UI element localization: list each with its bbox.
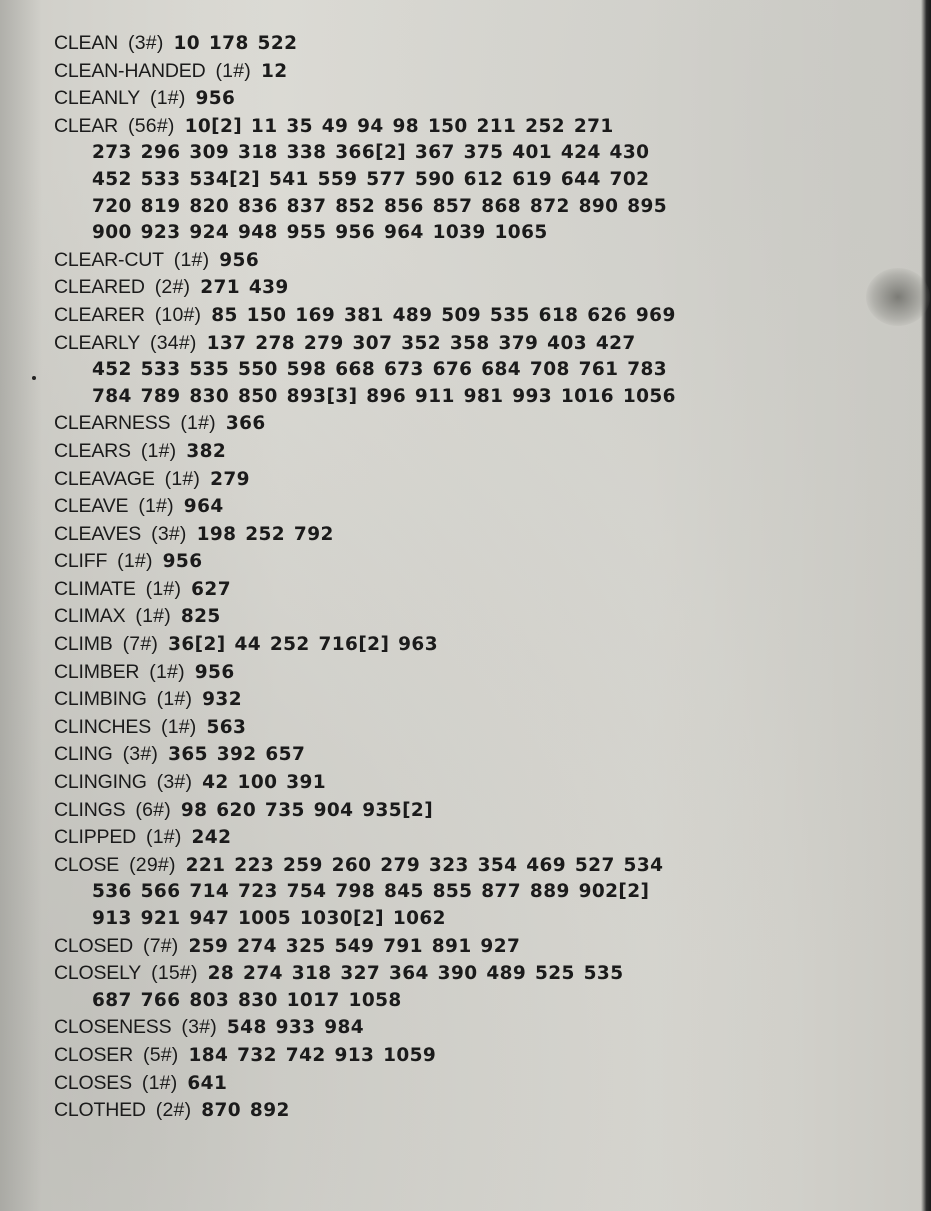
concordance-index-list [54,30,874,1125]
entry-word: CLEAN [54,32,119,54]
entry-page-refs: 932 [202,689,242,711]
entry-count: (1#) [135,605,171,628]
index-entry [54,85,874,113]
entry-word: CLEARLY [54,331,141,354]
index-entry [54,1070,874,1098]
entry-count: (1#) [146,826,182,849]
entry-page-refs: 10[2] 11 35 49 94 98 150 211 252 271 [184,115,614,137]
entry-word: CLEAR [54,114,119,137]
entry-count: (29#) [129,853,176,876]
index-entry [54,410,874,438]
entry-count: (3#) [156,771,193,794]
entry-word: CLEARED [54,276,145,299]
entry-word: CLOSES [54,1071,132,1094]
entry-count: (3#) [128,32,164,54]
index-entry [54,521,874,549]
entry-page-refs: 641 [187,1072,228,1094]
entry-page-refs: 956 [194,661,235,683]
entry-count: (1#) [149,660,185,683]
entry-page-refs: 271 439 [200,277,289,299]
entry-word: CLEARNESS [54,412,171,435]
index-entry [54,576,874,604]
index-entry [54,714,874,742]
entry-word: CLEAVES [54,522,142,545]
entry-page-refs: 221 223 259 260 279 323 354 469 527 534 [185,854,664,876]
entry-word: CLEAN-HANDED [54,59,206,82]
entry-page-refs: 366 [225,413,266,435]
entry-word: CLEARER [54,303,145,326]
entry-count: (1#) [150,87,186,110]
entry-count: (10#) [154,303,202,326]
entry-word: CLEANLY [54,87,141,110]
entry-page-refs: 98 620 735 904 935[2] [180,799,434,821]
page-gutter-shadow [0,0,42,1211]
entry-page-refs-continued: 452 533 534[2] 541 559 577 590 612 619 644 702 [92,168,650,190]
index-entry [54,113,874,247]
entry-word: CLEAVE [54,495,129,518]
index-entry [54,741,874,769]
entry-page-refs: 259 274 325 549 791 891 927 [188,935,521,957]
entry-page-refs: 956 [162,551,203,573]
entry-word: CLEAVAGE [54,467,155,490]
entry-count: (3#) [151,522,187,545]
entry-page-refs: 870 892 [201,1100,290,1122]
entry-word: CLOSER [54,1043,133,1066]
entry-count: (1#) [215,59,251,82]
entry-page-refs: 548 933 984 [226,1017,365,1039]
entry-page-refs: 563 [206,716,247,738]
entry-page-refs: 85 150 169 381 489 509 535 618 626 969 [211,304,676,326]
index-entry [54,274,874,302]
entry-count: (1#) [145,577,182,600]
entry-word: CLINGS [54,798,126,821]
entry-count: (1#) [141,1071,178,1094]
entry-word: CLEAR-CUT [54,248,164,271]
index-entry [54,797,874,825]
entry-word: CLINCHES [54,715,152,738]
entry-page-refs-continued: 536 566 714 723 754 798 845 855 877 889 902[2] [92,881,650,903]
entry-page-refs: 382 [186,440,227,462]
index-entry [54,659,874,687]
entry-word: CLIFF [54,550,108,573]
entry-count: (1#) [164,467,201,490]
entry-word: CLIMAX [54,605,126,628]
index-entry [54,302,874,330]
entry-count: (1#) [161,715,197,738]
entry-word: CLOSELY [54,962,142,985]
index-entry [54,1097,874,1125]
index-entry [54,1042,874,1070]
entry-count: (3#) [122,743,159,766]
index-entry [54,30,874,58]
entry-page-refs: 36[2] 44 252 716[2] 963 [168,634,438,656]
entry-page-refs-continued: 720 819 820 836 837 852 856 857 868 872 890 895 [92,195,668,217]
index-entry [54,1014,874,1042]
entry-count: (56#) [128,114,175,137]
entry-count: (1#) [140,439,177,462]
entry-word: CLOSE [54,853,120,876]
index-entry [54,247,874,275]
entry-count: (7#) [143,934,179,957]
entry-word: CLIMATE [54,577,136,600]
entry-page-refs: 956 [219,249,260,271]
index-entry [54,933,874,961]
entry-page-refs: 825 [180,606,221,628]
entry-word: CLIMBER [54,660,140,683]
index-entry [54,493,874,521]
index-entry [54,686,874,714]
entry-count: (1#) [180,412,216,435]
entry-count: (1#) [117,550,153,573]
entry-count: (7#) [122,633,159,656]
index-entry [54,58,874,86]
entry-word: CLINGING [54,771,147,794]
entry-count: (2#) [154,276,191,299]
index-entry [54,631,874,659]
entry-page-refs: 198 252 792 [196,523,334,545]
entry-page-refs: 137 278 279 307 352 358 379 403 427 [206,332,636,354]
index-entry [54,603,874,631]
entry-page-refs: 184 732 742 913 1059 [188,1044,437,1066]
stray-mark [32,376,36,380]
entry-page-refs: 10 178 522 [173,33,298,54]
entry-word: CLIPPED [54,826,137,849]
entry-count: (2#) [155,1099,192,1122]
index-entry [54,330,874,411]
index-entry [54,824,874,852]
entry-page-refs: 279 [210,468,250,490]
entry-count: (1#) [173,248,210,271]
index-entry [54,852,874,933]
entry-page-refs-continued: 900 923 924 948 955 956 964 1039 1065 [92,222,548,244]
entry-count: (34#) [150,331,197,354]
entry-page-refs: 956 [195,88,236,110]
ink-smudge [866,268,930,326]
entry-count: (3#) [181,1016,217,1039]
index-entry [54,769,874,797]
index-entry [54,438,874,466]
entry-count: (1#) [138,495,174,518]
entry-count: (6#) [135,798,171,821]
entry-page-refs-continued: 452 533 535 550 598 668 673 676 684 708 761 783 [92,359,668,381]
entry-page-refs-continued: 273 296 309 318 338 366[2] 367 375 401 424 430 [92,142,650,164]
entry-word: CLOTHED [54,1099,146,1122]
entry-word: CLIMBING [54,688,147,711]
entry-page-refs: 42 100 391 [202,772,327,794]
entry-page-refs-continued: 687 766 803 830 1017 1058 [92,989,402,1011]
entry-word: CLIMB [54,633,113,656]
entry-count: (5#) [143,1043,179,1066]
entry-word: CLEARS [54,439,131,462]
entry-count: (15#) [151,962,198,985]
page-edge [921,0,931,1211]
entry-word: CLOSED [54,934,133,957]
entry-page-refs-continued: 913 921 947 1005 1030[2] 1062 [92,908,446,929]
entry-count: (1#) [156,688,193,711]
entry-word: CLING [54,743,113,766]
entry-word: CLOSENESS [54,1016,172,1039]
index-entry [54,960,874,1014]
entry-page-refs: 627 [191,578,231,600]
entry-page-refs: 242 [191,827,232,849]
index-entry [54,466,874,494]
index-entry [54,548,874,576]
entry-page-refs: 365 392 657 [168,744,306,766]
entry-page-refs: 28 274 318 327 364 390 489 525 535 [207,963,624,985]
entry-page-refs: 964 [183,496,224,518]
entry-page-refs-continued: 784 789 830 850 893[3] 896 911 981 993 1016 1056 [92,385,676,407]
entry-page-refs: 12 [260,60,288,82]
